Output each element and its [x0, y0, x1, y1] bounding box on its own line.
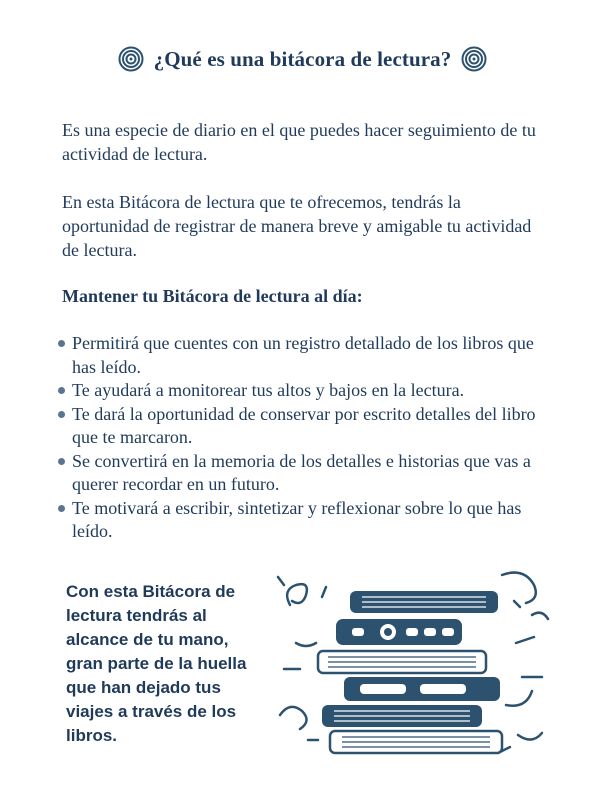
- section-heading: Mantener tu Bitácora de lectura al día:: [62, 286, 363, 306]
- list-item-text: Te ayudará a monitorear tus altos y bajos en la lectura.: [72, 380, 465, 400]
- spiral-icon: [118, 46, 144, 72]
- list-item-text: Te dará la oportunidad de conservar por escrito detalles del libro que te marcaron.: [72, 403, 536, 447]
- bullet-icon: [58, 340, 65, 347]
- list-item: [58, 332, 538, 379]
- bullet-icon: [58, 411, 65, 418]
- stacked-books-icon: [270, 565, 560, 760]
- list-item: [58, 403, 538, 450]
- intro-paragraph: Es una especie de diario en el que puedes hacer seguimiento de tu actividad de lectura.: [62, 120, 536, 164]
- list-item: [58, 450, 538, 497]
- title-row: [0, 46, 605, 72]
- list-item-text: Te motivará a escribir, sintetizar y reflexionar sobre lo que has leído.: [72, 497, 522, 541]
- list-item: [58, 379, 538, 403]
- bullet-icon: [58, 458, 65, 465]
- benefits-list: [58, 332, 538, 544]
- closing-text: Con esta Bitácora de lectura tendrás al alcance de tu mano, gran parte de la huella que han dejado tus viajes a través de los libros.: [66, 582, 247, 745]
- intro-paragraph: En esta Bitácora de lectura que te ofrecemos, tendrás la oportunidad de registrar de manera breve y amigable tu actividad de lectura.: [62, 192, 532, 260]
- page-title: ¿Qué es una bitácora de lectura?: [153, 46, 452, 71]
- list-item-text: Se convertirá en la memoria de los detalles e historias que vas a querer recordar en un futuro.: [72, 450, 531, 494]
- bullet-icon: [58, 387, 65, 394]
- spiral-icon: [461, 46, 487, 72]
- list-item: [58, 497, 538, 544]
- list-item-text: Permitirá que cuentes con un registro detallado de los libros que has leído.: [72, 333, 534, 377]
- bullet-icon: [58, 505, 65, 512]
